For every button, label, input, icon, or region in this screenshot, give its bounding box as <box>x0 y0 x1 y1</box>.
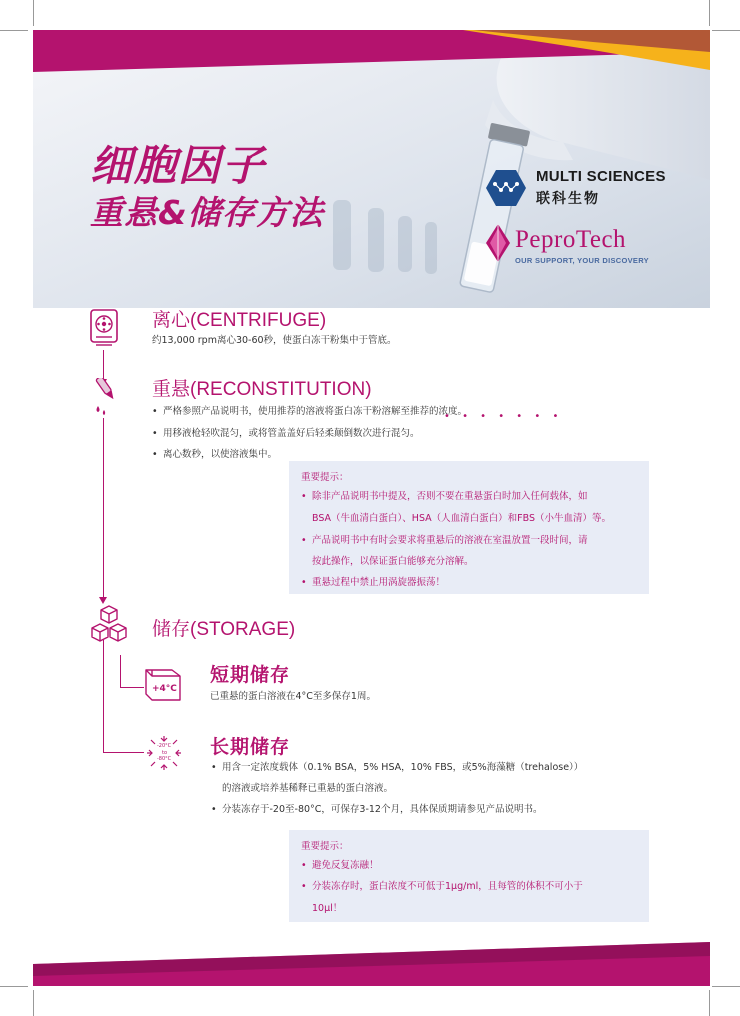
note-line: • 除非产品说明书中提及，否则不要在重悬蛋白时加入任何载体，如 <box>312 490 588 503</box>
reconstitution-bullet: • 用移液枪轻吹混匀，或将管盖盖好后轻柔颠倒数次进行混匀。 <box>163 427 420 440</box>
timeline-branch <box>120 687 144 688</box>
long-term-temp-bot: -80°C <box>157 756 172 762</box>
centrifuge-text: 约13,000 rpm离心30-60秒，使蛋白冻干粉集中于管底。 <box>152 335 397 346</box>
peprotech-logo-icon <box>486 224 510 262</box>
crop-mark <box>709 0 710 26</box>
long-term-bullet: • 用含一定浓度载体（0.1% BSA，5% HSA，10% FBS，或5%海藻糖（trehalose）） <box>222 761 583 774</box>
peprotech-tagline: OUR SUPPORT, YOUR DISCOVERY <box>515 256 649 265</box>
cubes-icon <box>90 605 128 645</box>
crop-mark <box>33 990 34 1016</box>
page-title-line1: 细胞因子 <box>90 141 267 190</box>
pipette-icon <box>90 378 120 416</box>
page-title-line2: 重悬&储存方法 <box>90 193 324 232</box>
note-line: • 避免反复冻融！ <box>312 859 379 872</box>
timeline-line <box>103 640 104 752</box>
storage-heading: 储存(STORAGE) <box>152 619 296 640</box>
peprotech-name: PeproTech <box>515 226 627 253</box>
long-term-temp-mid: to <box>162 750 168 756</box>
reconstitution-bullet: • 严格参照产品说明书，使用推荐的溶液将蛋白冻干粉溶解至推荐的浓度。 <box>163 405 467 418</box>
crop-mark <box>0 986 28 987</box>
multi-sciences-name: MULTI SCIENCES <box>536 168 666 185</box>
note-line: 10μl！ <box>312 903 343 914</box>
timeline-line <box>103 350 104 380</box>
note-line: • 重悬过程中禁止用涡旋器振荡！ <box>312 576 445 589</box>
reconstitution-bullet: • 离心数秒，以使溶液集中。 <box>163 448 277 461</box>
centrifuge-icon <box>90 309 118 347</box>
note-line: • 产品说明书中有时会要求将重悬后的溶液在室温放置一段时间，请 <box>312 534 588 547</box>
note-line: 按此操作，以保证蛋白能够充分溶解。 <box>312 556 474 567</box>
long-term-temp-top: -20°C <box>157 743 172 749</box>
long-term-bullet-cont: 的溶液或培养基稀释已重悬的蛋白溶液。 <box>222 783 394 794</box>
timeline-branch <box>120 655 121 687</box>
short-term-heading: 短期储存 <box>210 664 291 686</box>
timeline-arrow <box>99 597 107 604</box>
multi-sciences-logo-icon <box>486 170 526 206</box>
reconstitution-heading: 重悬(RECONSTITUTION) <box>152 379 372 400</box>
note-title: 重要提示： <box>301 841 349 852</box>
short-term-temp-label: +4°C <box>152 684 177 694</box>
note-title: 重要提示： <box>301 472 349 483</box>
emphasis-dots: • • • • • • • <box>444 411 563 422</box>
long-term-heading: 长期储存 <box>210 736 291 758</box>
centrifuge-heading: 离心(CENTRIFUGE) <box>152 310 327 331</box>
crop-mark <box>712 30 740 31</box>
timeline-branch <box>103 752 144 753</box>
short-term-text: 已重悬的蛋白溶液在4°C至多保存1周。 <box>210 691 376 702</box>
note-line: • 分装冻存时，蛋白浓度不可低于1μg/ml，且每管的体积不可小于 <box>312 880 583 893</box>
multi-sciences-cn-name: 联科生物 <box>536 191 600 207</box>
crop-mark <box>712 986 740 987</box>
crop-mark <box>0 30 28 31</box>
crop-mark <box>709 990 710 1016</box>
note-line: BSA（牛血清白蛋白）、HSA（人血清白蛋白）和FBS（小牛血清）等。 <box>312 513 612 524</box>
long-term-bullet: • 分装冻存于-20至-80°C，可保存3-12个月，具体保质期请参见产品说明书。 <box>222 803 542 816</box>
crop-mark <box>33 0 34 26</box>
timeline-line <box>103 418 104 598</box>
footer-band <box>33 940 710 986</box>
